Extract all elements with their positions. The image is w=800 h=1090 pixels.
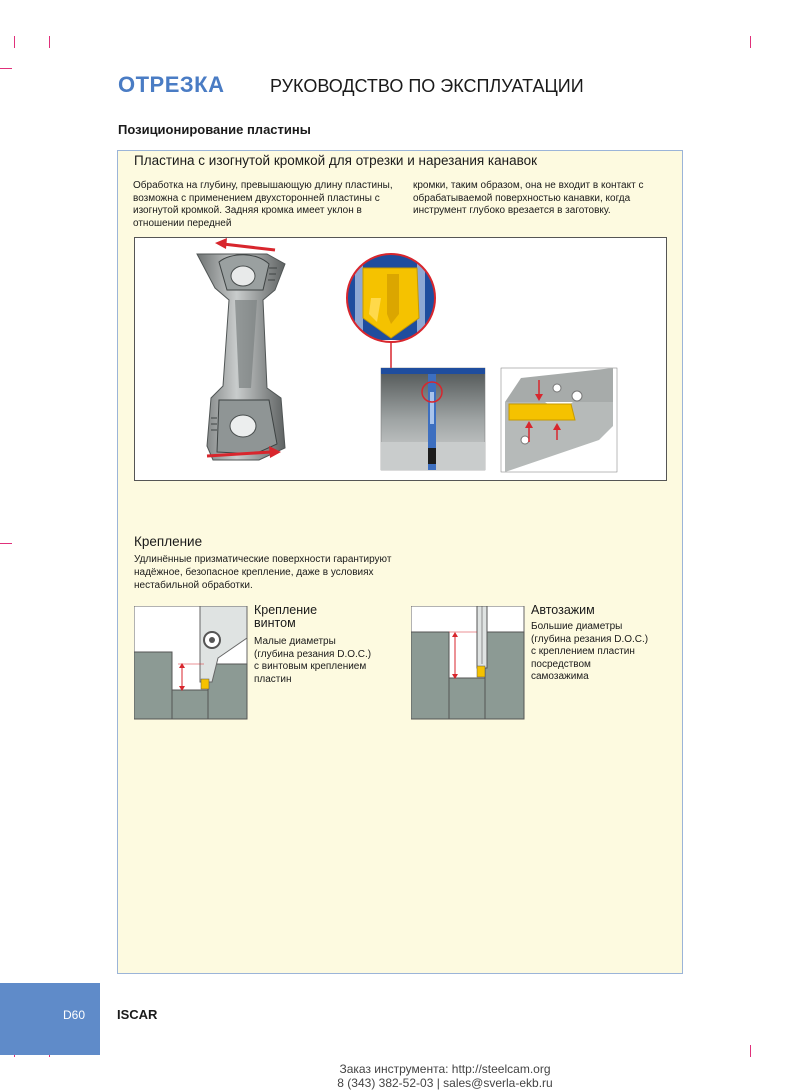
panel-text-column-2: кромки, таким образом, она не входит в контакт с обрабатываемой поверхностью канавки, когда инструмент глубоко врезается в заготовку. [413,180,644,216]
auto-clamping-diagram [411,606,525,720]
crop-mark [49,36,50,48]
groove-photo [381,368,485,470]
clamping-heading: Крепление [134,534,203,549]
crop-mark [0,68,12,69]
magnified-cutting-edge [347,252,435,380]
auto-clamping-graphic [411,606,525,720]
page-number: D60 [63,1008,86,1022]
screw-clamping-text: Малые диаметры (глубина резания D.O.C.) с винтовым креплением пластин [254,636,372,685]
crop-mark [750,36,751,48]
insert-illustration [134,237,667,481]
brand-logo-text: ISCAR [117,1007,158,1022]
footer-order-line: Заказ инструмента: http://steelcam.org [339,1062,551,1076]
screw-clamping-diagram [134,606,248,720]
crop-mark [750,1045,751,1057]
crop-mark [14,36,15,48]
page-subtitle: РУКОВОДСТВО ПО ЭКСПЛУАТАЦИИ [270,76,584,96]
insert-illustration-graphic [135,238,667,481]
screw-clamping-title: Крепление винтом [254,603,318,630]
crop-mark [0,543,12,544]
screw-clamping-graphic [134,606,248,720]
panel-heading: Пластина с изогнутой кромкой для отрезки и нарезания канавок [134,153,538,168]
auto-clamping-title: Автозажим [531,603,595,617]
clamping-text: Удлинённые призматические поверхности гарантируют надёжное, безопасное крепление, даже в условиях нестабильной обработки. [134,554,392,591]
section-title: Позиционирование пластины [118,122,311,137]
double-ended-insert [197,254,285,460]
auto-clamping-text: Большие диаметры (глубина резания D.O.C.) с креплением пластин посредством самозажима [531,621,649,682]
panel-text-column-1: Обработка на глубину, превышающую длину пластины, возможна с применением двухсторонней пластины с изогнутой кромкой. Задняя кромка имеет уклон в отношении передней [133,180,393,229]
insert-holder-schematic [501,368,617,472]
content-panel [117,150,683,974]
page-title: ОТРЕЗКА [118,72,225,97]
footer-contact-line: 8 (343) 382-52-03 | sales@sverla-ekb.ru [337,1076,553,1090]
